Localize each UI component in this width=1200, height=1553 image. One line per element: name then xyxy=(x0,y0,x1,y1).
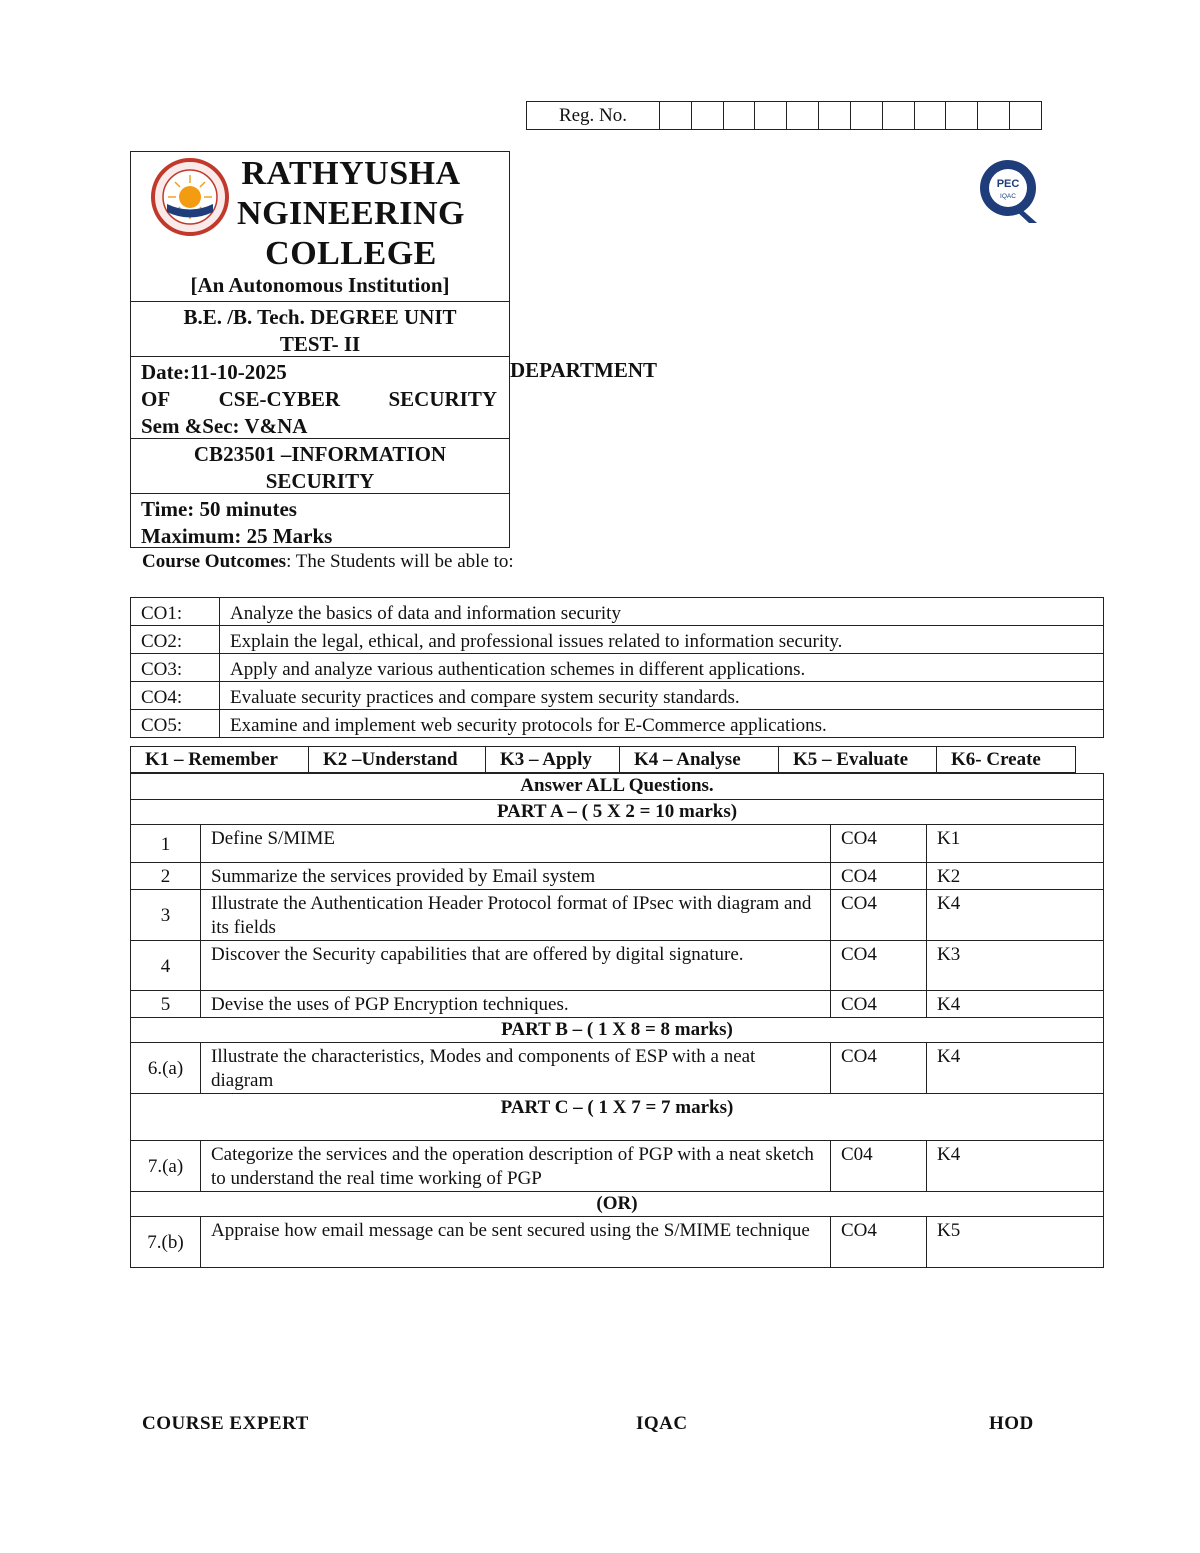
question-k: K4 xyxy=(927,890,1104,941)
question-number: 2 xyxy=(131,863,201,890)
course-outcomes-label: Course Outcomes xyxy=(142,551,287,572)
question-k: K4 xyxy=(927,991,1104,1018)
date-dept-block xyxy=(131,357,509,439)
instruction-row xyxy=(131,774,1104,800)
college-name-line: COLLEGE xyxy=(265,235,437,272)
reg-no-cell[interactable] xyxy=(883,102,915,129)
department-word: DEPARTMENT xyxy=(510,358,658,382)
co-row xyxy=(131,682,1104,710)
question-k: K4 xyxy=(927,1043,1104,1094)
part-c-heading: PART C – ( 1 X 7 = 7 marks) xyxy=(131,1094,1104,1141)
question-number: 5 xyxy=(131,991,201,1018)
question-row xyxy=(131,890,1104,941)
question-co: C04 xyxy=(831,1141,927,1192)
question-text: Define S/MIME xyxy=(201,825,831,863)
k-level: K2 –Understand xyxy=(309,747,486,772)
exam-time: Time: 50 minutes xyxy=(141,497,297,521)
reg-no-cell[interactable] xyxy=(660,102,692,129)
part-heading-row xyxy=(131,800,1104,825)
question-text: Devise the uses of PGP Encryption techniques. xyxy=(201,991,831,1018)
dept-name: CSE-CYBER xyxy=(218,387,340,411)
reg-no-box xyxy=(526,101,1042,130)
co-code: CO4: xyxy=(131,682,220,710)
iqac-signature: IQAC xyxy=(636,1413,688,1434)
co-row xyxy=(131,598,1104,626)
k-level: K3 – Apply xyxy=(486,747,620,772)
reg-no-cell[interactable] xyxy=(724,102,756,129)
questions-table xyxy=(130,773,1104,1268)
question-number: 3 xyxy=(131,890,201,941)
degree-title: B.E. /B. Tech. DEGREE UNIT TEST- II xyxy=(131,302,509,357)
question-number: 7.(b) xyxy=(131,1217,201,1268)
question-text: Illustrate the characteristics, Modes and components of ESP with a neat diagram xyxy=(201,1043,831,1094)
max-marks: Maximum: 25 Marks xyxy=(141,524,333,548)
reg-no-cell[interactable] xyxy=(946,102,978,129)
college-name-line: NGINEERING xyxy=(237,195,465,232)
course-title: CB23501 –INFORMATION SECURITY xyxy=(131,439,509,494)
question-row xyxy=(131,1043,1104,1094)
knowledge-levels-row xyxy=(130,746,1076,773)
exam-date: Date:11-10-2025 xyxy=(141,360,287,384)
co-code: CO5: xyxy=(131,710,220,738)
question-number: 1 xyxy=(131,825,201,863)
question-k: K2 xyxy=(927,863,1104,890)
college-subtitle: [An Autonomous Institution] xyxy=(190,273,450,297)
reg-no-cell[interactable] xyxy=(787,102,819,129)
reg-no-cell[interactable] xyxy=(915,102,947,129)
co-code: CO1: xyxy=(131,598,220,626)
question-row xyxy=(131,863,1104,890)
co-description: Apply and analyze various authentication schemes in different applications. xyxy=(220,654,1104,682)
svg-text:PEC: PEC xyxy=(996,178,1020,190)
question-number: 4 xyxy=(131,941,201,991)
k-level: K5 – Evaluate xyxy=(779,747,937,772)
co-description: Examine and implement web security protocols for E-Commerce applications. xyxy=(220,710,1104,738)
question-text: Illustrate the Authentication Header Protocol format of IPsec with diagram and its fields xyxy=(201,890,831,941)
reg-no-label: Reg. No. xyxy=(527,102,660,129)
co-description: Evaluate security practices and compare system security standards. xyxy=(220,682,1104,710)
course-expert-signature: COURSE EXPERT xyxy=(142,1413,309,1434)
co-row xyxy=(131,654,1104,682)
reg-no-cell[interactable] xyxy=(851,102,883,129)
question-row xyxy=(131,1217,1104,1268)
co-code: CO3: xyxy=(131,654,220,682)
question-co: CO4 xyxy=(831,863,927,890)
answer-all-instruction: Answer ALL Questions. xyxy=(131,774,1104,800)
k-level: K6- Create xyxy=(951,749,1041,770)
question-k: K3 xyxy=(927,941,1104,991)
question-co: CO4 xyxy=(831,890,927,941)
co-row xyxy=(131,626,1104,654)
question-co: CO4 xyxy=(831,825,927,863)
or-separator: (OR) xyxy=(131,1192,1104,1217)
question-text: Categorize the services and the operation description of PGP with a neat sketch to understand the real time working of PGP xyxy=(201,1141,831,1192)
co-description: Explain the legal, ethical, and professional issues related to information security. xyxy=(220,626,1104,654)
department-line xyxy=(131,386,509,413)
question-k: K4 xyxy=(927,1141,1104,1192)
reg-no-cell[interactable] xyxy=(692,102,724,129)
question-text: Summarize the services provided by Email system xyxy=(201,863,831,890)
question-number: 7.(a) xyxy=(131,1141,201,1192)
co-description: Analyze the basics of data and information security xyxy=(220,598,1104,626)
question-co: CO4 xyxy=(831,941,927,991)
question-number: 6.(a) xyxy=(131,1043,201,1094)
college-name-line: RATHYUSHA xyxy=(241,155,461,192)
question-text: Discover the Security capabilities that are offered by digital signature. xyxy=(201,941,831,991)
reg-no-cell[interactable] xyxy=(1010,102,1041,129)
dept-of: OF xyxy=(141,387,171,411)
iqac-logo-icon xyxy=(975,157,1045,227)
college-name xyxy=(201,154,501,274)
or-row xyxy=(131,1192,1104,1217)
question-row xyxy=(131,941,1104,991)
question-co: CO4 xyxy=(831,1043,927,1094)
k-level: K4 – Analyse xyxy=(620,747,779,772)
time-marks-block xyxy=(131,494,509,549)
question-row xyxy=(131,825,1104,863)
part-heading-row xyxy=(131,1018,1104,1043)
reg-no-cell[interactable] xyxy=(755,102,787,129)
reg-no-cell[interactable] xyxy=(978,102,1010,129)
question-k: K5 xyxy=(927,1217,1104,1268)
svg-text:IQAC: IQAC xyxy=(1000,193,1016,200)
semester-section: Sem &Sec: V&NA xyxy=(141,414,308,438)
co-code: CO2: xyxy=(131,626,220,654)
question-row xyxy=(131,991,1104,1018)
question-row xyxy=(131,1141,1104,1192)
question-co: CO4 xyxy=(831,1217,927,1268)
k-level: K1 – Remember xyxy=(131,747,309,772)
course-outcomes-table xyxy=(130,597,1104,738)
co-row xyxy=(131,710,1104,738)
question-co: CO4 xyxy=(831,991,927,1018)
part-heading-row xyxy=(131,1094,1104,1141)
question-text: Appraise how email message can be sent secured using the S/MIME technique xyxy=(201,1217,831,1268)
hod-signature: HOD xyxy=(989,1413,1034,1434)
college-logo-icon xyxy=(150,157,230,237)
course-outcomes-text: : The Students will be able to: xyxy=(286,551,514,572)
course-outcomes-intro xyxy=(142,551,514,573)
part-b-heading: PART B – ( 1 X 8 = 8 marks) xyxy=(131,1018,1104,1043)
dept-security: SECURITY xyxy=(388,387,497,411)
reg-no-cell[interactable] xyxy=(819,102,851,129)
part-a-heading: PART A – ( 5 X 2 = 10 marks) xyxy=(131,800,1104,825)
question-k: K1 xyxy=(927,825,1104,863)
